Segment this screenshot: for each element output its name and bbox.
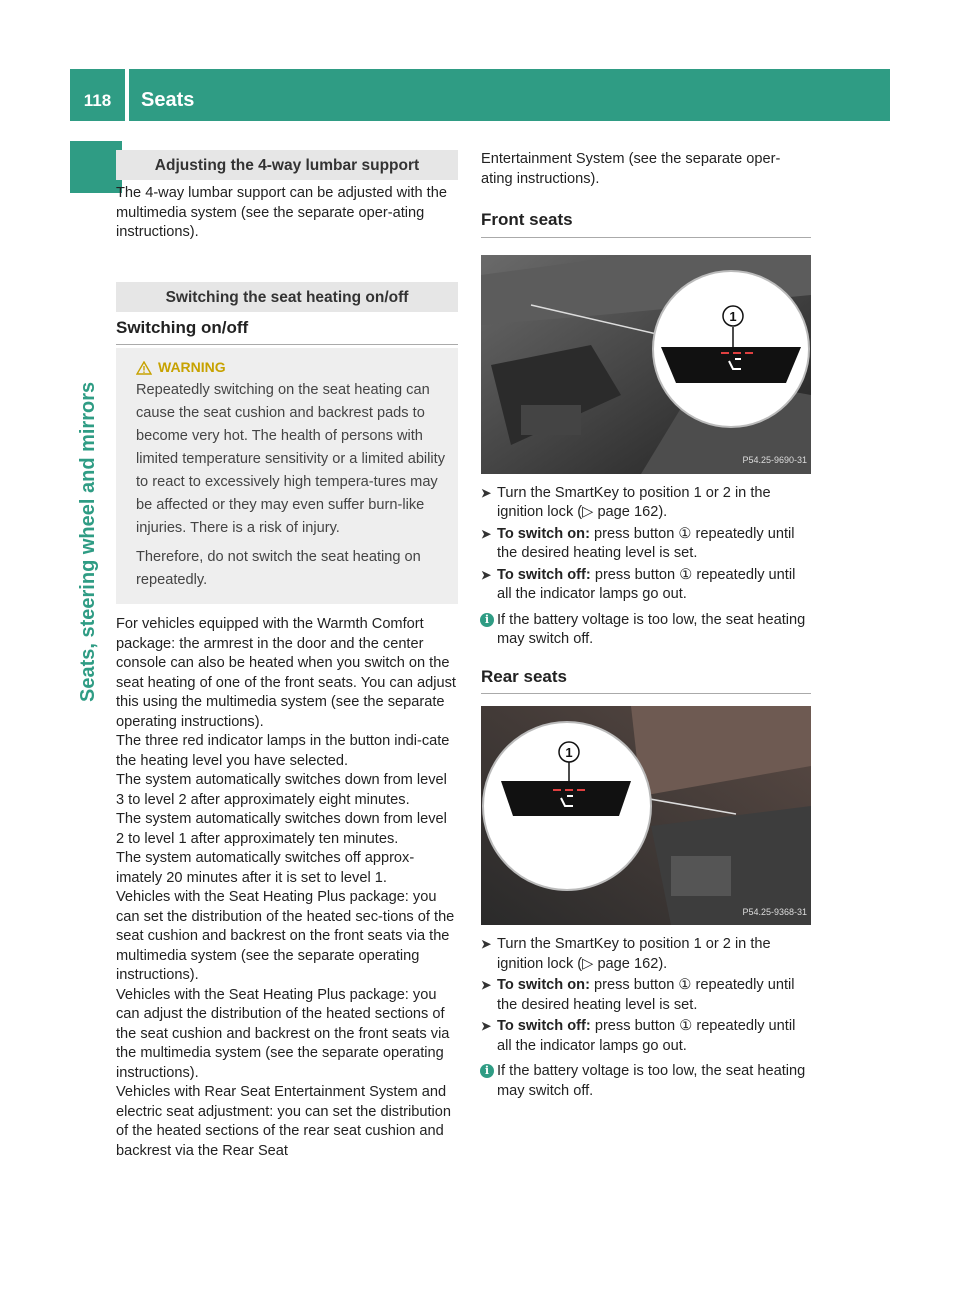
rear-seat-photo bbox=[481, 706, 811, 925]
arrow-right-icon: ➤ bbox=[481, 567, 492, 582]
left-column bbox=[116, 150, 458, 1161]
heating-subheading: Switching on/off bbox=[116, 318, 458, 346]
paragraph: For vehicles equipped with the Warmth Comfort package: the armrest in the door and the center console can also be heated when you switch on the seat heating of one of the front seats. You can adjust this using the multimedia system (see the separate operating instructions). bbox=[116, 616, 456, 730]
step-label: To switch on: bbox=[497, 977, 590, 993]
info-icon: i bbox=[480, 1064, 494, 1078]
warning-triangle-icon bbox=[136, 361, 152, 375]
callout-label: 1 bbox=[565, 745, 573, 760]
arrow-right-icon: ➤ bbox=[481, 526, 492, 541]
continued-text: Entertainment System (see the separate oper-ating instructions). bbox=[481, 151, 781, 187]
step-label: To switch off: bbox=[497, 1018, 591, 1034]
warning-title: WARNING bbox=[158, 359, 226, 375]
front-steps bbox=[481, 484, 811, 650]
paragraph: The system automatically switches down from level 3 to level 2 after approximately eight minutes. bbox=[116, 772, 447, 808]
paragraph: Vehicles with Rear Seat Entertainment System and electric seat adjustment: you can set the distribution of the heated sections of the rear seat cushion and backrest via the Rear Seat bbox=[116, 1084, 452, 1159]
step-item bbox=[481, 566, 811, 605]
chapter-tab bbox=[70, 141, 122, 193]
paragraph: Vehicles with the Seat Heating Plus package: you can set the distribution of the heated sec-tions of the seat cushion and backrest on the front seats via the multimedia system (see the separate operating instructions). bbox=[116, 889, 455, 983]
callout-label: 1 bbox=[729, 308, 737, 324]
step-item bbox=[481, 525, 811, 564]
arrow-right-icon: ➤ bbox=[481, 485, 492, 500]
arrow-right-icon: ➤ bbox=[481, 978, 492, 992]
step-item bbox=[481, 935, 811, 974]
warning-advice: Therefore, do not switch the seat heating on repeatedly. bbox=[136, 549, 421, 588]
paragraph: The system automatically switches down from level 2 to level 1 after approximately ten minutes. bbox=[116, 811, 447, 847]
rear-door-panel-illustration bbox=[481, 706, 811, 925]
paragraph: Vehicles with the Seat Heating Plus package: you can adjust the distribution of the heated sections of the seat cushion and backrest on the front seats via the multimedia system (see the separate operating instructions). bbox=[116, 986, 450, 1081]
step-item bbox=[481, 976, 811, 1015]
warning-box bbox=[116, 348, 458, 604]
section-title: Seats bbox=[141, 89, 195, 111]
step-text: Turn the SmartKey to position 1 or 2 in the ignition lock (▷ page 162). bbox=[497, 936, 771, 972]
warning-title-row bbox=[136, 356, 448, 379]
step-item bbox=[481, 484, 811, 523]
rear-seats-heading: Rear seats bbox=[481, 667, 811, 695]
front-seat-photo bbox=[481, 255, 811, 474]
paragraph: The three red indicator lamps in the button indi-cate the heating level you have selected. bbox=[116, 733, 450, 769]
chapter-label-wrap bbox=[77, 381, 118, 722]
front-seats-heading: Front seats bbox=[481, 210, 811, 238]
info-note bbox=[481, 611, 811, 650]
step-label: To switch on: bbox=[497, 525, 590, 542]
step-text: press button ① repeatedly until all the indicator lamps go out. bbox=[497, 1018, 796, 1054]
step-item bbox=[481, 1017, 811, 1056]
right-column bbox=[481, 150, 811, 1101]
rear-steps bbox=[481, 935, 811, 1101]
front-door-panel-illustration bbox=[481, 255, 811, 474]
paragraph: The system automatically switches off approx-imately 20 minutes after it is set to level 1. bbox=[116, 850, 415, 886]
step-text: press button ① repeatedly until all the indicator lamps go out. bbox=[497, 566, 796, 602]
lumbar-heading: Adjusting the 4-way lumbar support bbox=[116, 150, 458, 180]
chapter-label: Seats, steering wheel and mirrors bbox=[77, 381, 99, 702]
info-note bbox=[481, 1062, 811, 1101]
warning-text: Repeatedly switching on the seat heating can cause the seat cushion and backrest pads to become very hot. The health of persons with limited temperature sensitivity or a limited ability to react to excessively high tempera-tures may be affected or they may even suffer burn-like injuries. There is a risk of injury. bbox=[136, 382, 446, 536]
info-text: If the battery voltage is too low, the seat heating may switch off. bbox=[497, 611, 806, 647]
step-text: Turn the SmartKey to position 1 or 2 in the ignition lock (▷ page 162). bbox=[497, 484, 771, 520]
step-label: To switch off: bbox=[497, 566, 591, 583]
lumbar-body: The 4-way lumbar support can be adjusted with the multimedia system (see the separate oper-ating instructions). bbox=[116, 185, 447, 240]
header-divider bbox=[125, 69, 129, 121]
info-text: If the battery voltage is too low, the seat heating may switch off. bbox=[497, 1063, 806, 1099]
step-text: press button ① repeatedly until the desired heating level is set. bbox=[497, 977, 795, 1013]
info-icon: i bbox=[480, 613, 494, 627]
arrow-right-icon: ➤ bbox=[481, 937, 492, 951]
step-text: press button ① repeatedly until the desired heating level is set. bbox=[497, 525, 795, 561]
photo-id: P54.25-9368-31 bbox=[742, 906, 807, 917]
photo-id: P54.25-9690-31 bbox=[742, 455, 807, 465]
page-number: 118 bbox=[83, 91, 112, 110]
heating-heading: Switching the seat heating on/off bbox=[116, 282, 458, 312]
arrow-right-icon: ➤ bbox=[481, 1019, 492, 1033]
